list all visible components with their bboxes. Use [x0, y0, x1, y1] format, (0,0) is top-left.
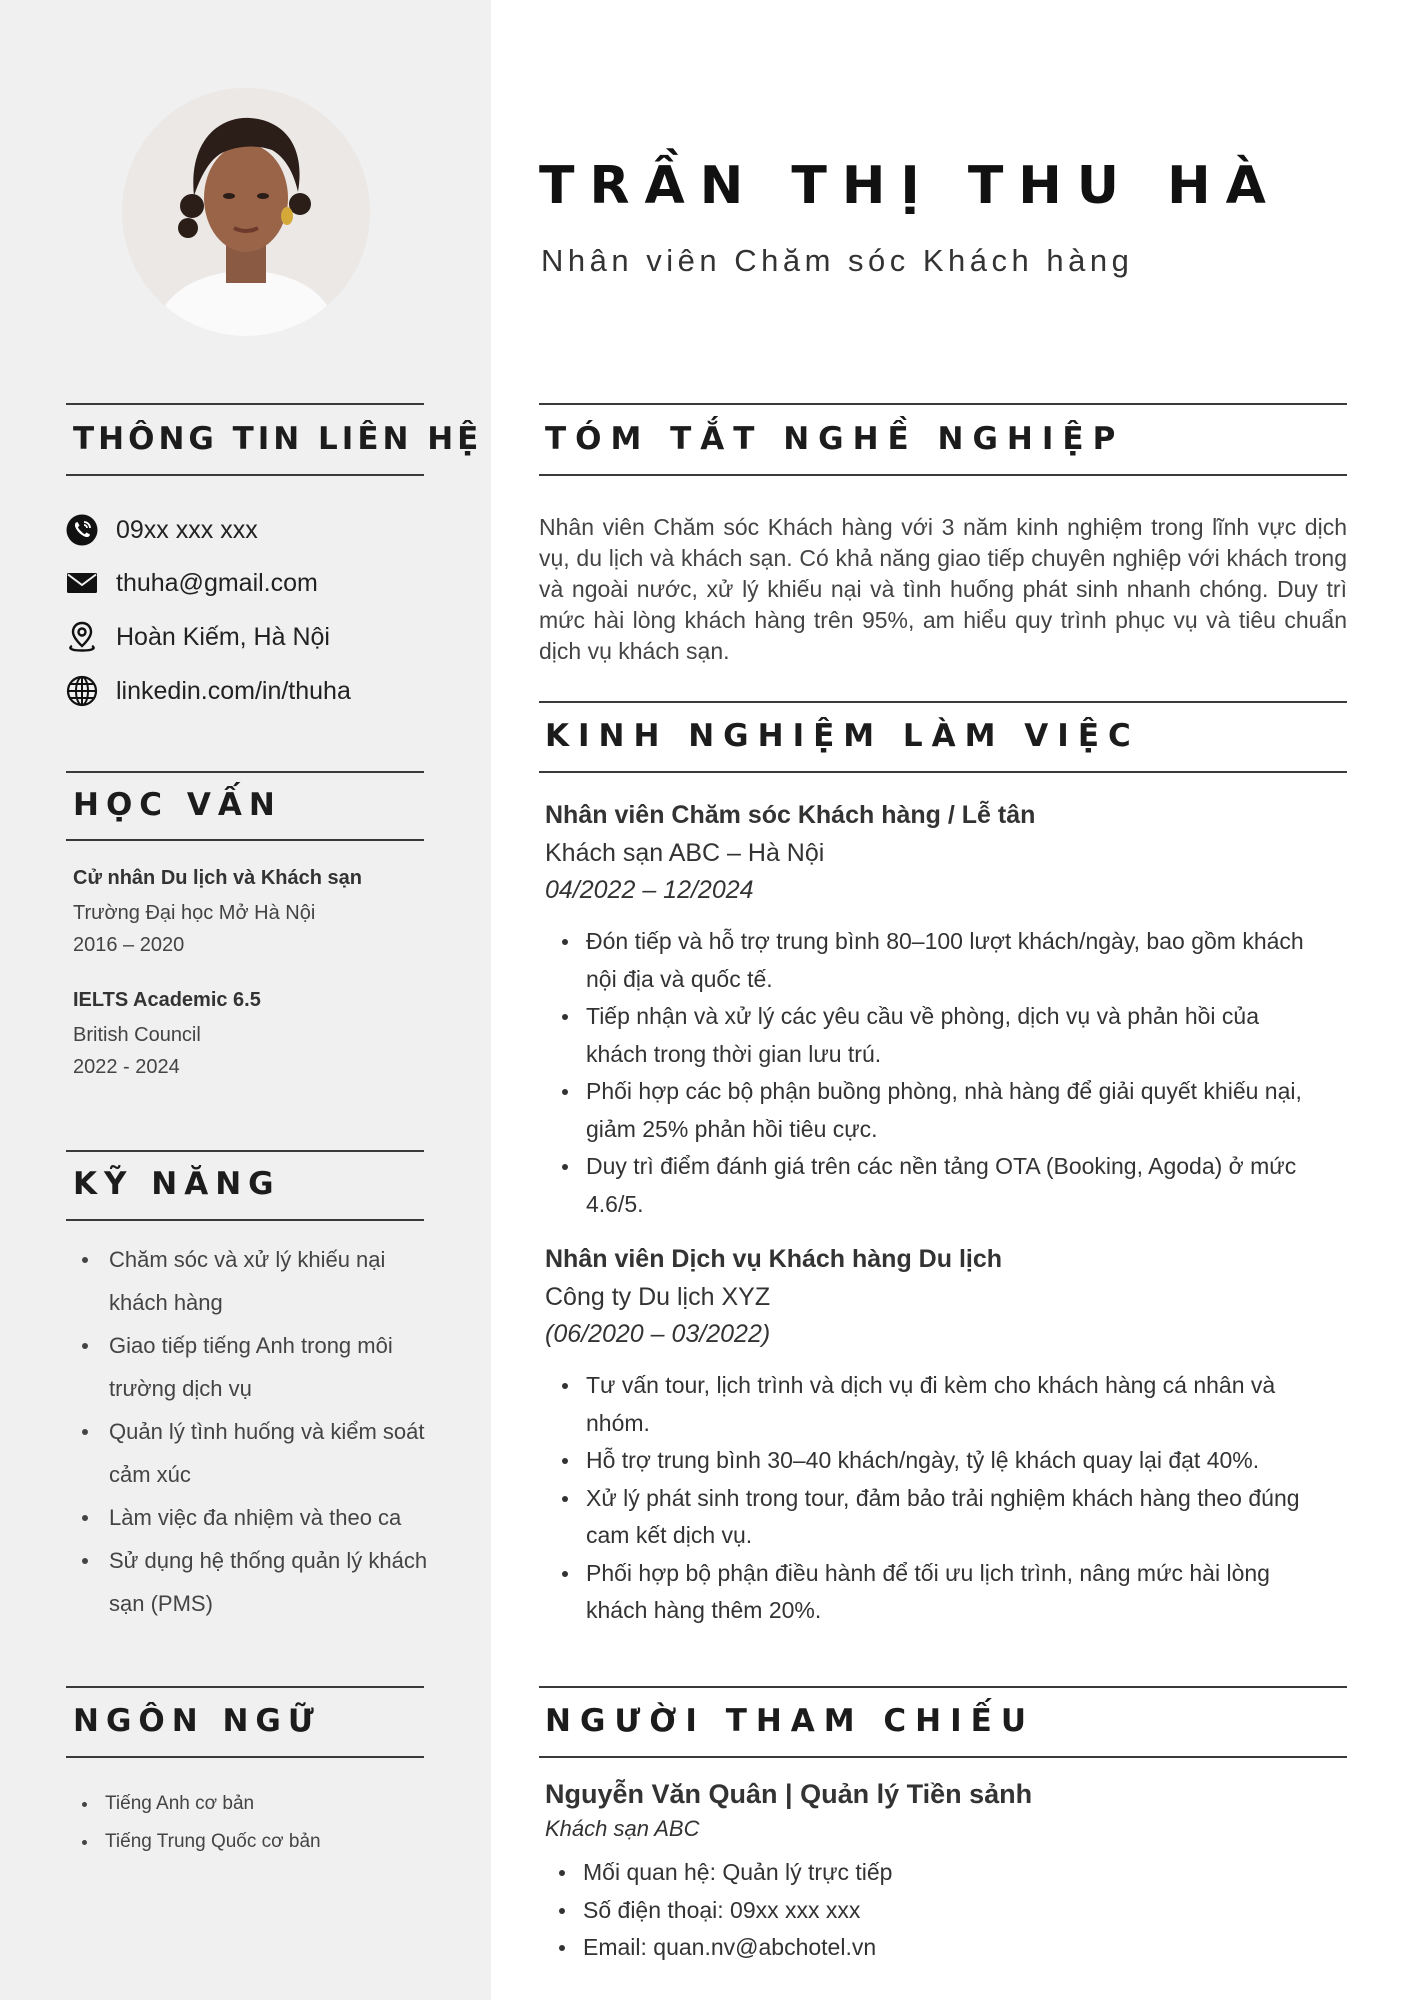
divider [539, 1756, 1347, 1758]
skill-item: Chăm sóc và xử lý khiếu nại khách hàng [73, 1238, 433, 1324]
contact-location: Hoàn Kiếm, Hà Nội [66, 617, 330, 657]
divider [539, 1686, 1347, 1688]
skills-list [73, 1238, 433, 1625]
job-bullet: Đón tiếp và hỗ trợ trung bình 80–100 lượt khách/ngày, bao gồm khách nội địa và quốc tế. [545, 923, 1325, 998]
candidate-name: TRẦN THỊ THU HÀ [539, 156, 1281, 216]
job-company: Khách sạn ABC – Hà Nội [545, 839, 825, 867]
job-company: Công ty Du lịch XYZ [545, 1283, 771, 1311]
languages-list [73, 1785, 321, 1861]
portrait-illustration [122, 88, 370, 336]
reference-detail: Email: quan.nv@abchotel.vn [545, 1929, 892, 1967]
education-heading: HỌC VẤN [73, 787, 282, 823]
contact-heading: THÔNG TIN LIÊN HỆ [73, 421, 483, 457]
summary-text: Nhân viên Chăm sóc Khách hàng với 3 năm kinh nghiệm trong lĩnh vực dịch vụ, du lịch và khách sạn. Có khả năng giao tiếp chuyên nghiệp với khách trong và ngoài nước, xử lý khiếu nại và tình huống phát sinh nhanh chóng. Duy trì mức hài lòng khách hàng trên 95%, am hiểu quy trình phục vụ và tiêu chuẩn dịch vụ khách sạn. [539, 514, 1347, 664]
education-item [73, 863, 362, 961]
skill-item: Giao tiếp tiếng Anh trong môi trường dịch vụ [73, 1324, 433, 1410]
contact-linkedin: linkedin.com/in/thuha [66, 671, 351, 711]
divider [539, 403, 1347, 405]
divider [66, 403, 424, 405]
summary-heading: TÓM TẮT NGHỀ NGHIỆP [545, 421, 1125, 457]
languages-heading: NGÔN NGỮ [73, 1703, 321, 1739]
school-name: Trường Đại học Mở Hà Nội [73, 902, 316, 924]
skill-item: Làm việc đa nhiệm và theo ca [73, 1496, 433, 1539]
job-bullet: Hỗ trợ trung bình 30–40 khách/ngày, tỷ lệ khách quay lại đạt 40%. [545, 1442, 1325, 1480]
profile-photo [122, 88, 370, 336]
divider [66, 771, 424, 773]
job-title: Nhân viên Chăm sóc Khách hàng / Lễ tân [545, 801, 1036, 829]
divider [66, 1756, 424, 1758]
experience-heading: KINH NGHIỆM LÀM VIỆC [545, 718, 1140, 754]
certificate-years: 2022 - 2024 [73, 1056, 180, 1078]
divider [66, 1219, 424, 1221]
reference-detail: Mối quan hệ: Quản lý trực tiếp [545, 1854, 892, 1892]
job-bullets [545, 1367, 1325, 1630]
degree-title: Cử nhân Du lịch và Khách sạn [73, 867, 362, 889]
skills-heading: KỸ NĂNG [73, 1166, 281, 1202]
job-bullets [545, 923, 1325, 1223]
divider [539, 771, 1347, 773]
certificate-title: IELTS Academic 6.5 [73, 989, 261, 1011]
reference-detail: Số điện thoại: 09xx xxx xxx [545, 1892, 892, 1930]
globe-icon [66, 675, 98, 707]
education-years: 2016 – 2020 [73, 934, 185, 956]
skill-item: Sử dụng hệ thống quản lý khách sạn (PMS) [73, 1539, 433, 1625]
skill-item: Quản lý tình huống và kiểm soát cảm xúc [73, 1410, 433, 1496]
language-item: Tiếng Anh cơ bản [73, 1785, 321, 1823]
job-bullet: Phối hợp các bộ phận buồng phòng, nhà hàng để giải quyết khiếu nại, giảm 25% phản hồi tiêu cực. [545, 1073, 1325, 1148]
reference-details [545, 1854, 892, 1967]
divider [539, 701, 1347, 703]
references-heading: NGƯỜI THAM CHIẾU [545, 1703, 1035, 1739]
job-bullet: Duy trì điểm đánh giá trên các nền tảng OTA (Booking, Agoda) ở mức 4.6/5. [545, 1148, 1325, 1223]
job-bullet: Tiếp nhận và xử lý các yêu cầu về phòng, dịch vụ và phản hồi của khách trong thời gian lưu trú. [545, 998, 1325, 1073]
language-item: Tiếng Trung Quốc cơ bản [73, 1823, 321, 1861]
job-title: Nhân viên Dịch vụ Khách hàng Du lịch [545, 1245, 1003, 1273]
reference-company: Khách sạn ABC [545, 1816, 700, 1841]
job-bullet: Tư vấn tour, lịch trình và dịch vụ đi kèm cho khách hàng cá nhân và nhóm. [545, 1367, 1325, 1442]
job-date: (06/2020 – 03/2022) [545, 1320, 771, 1348]
divider [66, 839, 424, 841]
contact-email: thuha@gmail.com [66, 563, 318, 603]
divider [66, 474, 424, 476]
candidate-title: Nhân viên Chăm sóc Khách hàng [541, 243, 1134, 278]
divider [66, 1686, 424, 1688]
phone-icon [66, 514, 98, 546]
certificate-org: British Council [73, 1024, 201, 1046]
job-bullet: Xử lý phát sinh trong tour, đảm bảo trải nghiệm khách hàng theo đúng cam kết dịch vụ. [545, 1480, 1325, 1555]
reference-name: Nguyễn Văn Quân | Quản lý Tiền sảnh [545, 1779, 1033, 1809]
education-item [73, 985, 261, 1083]
job-bullet: Phối hợp bộ phận điều hành để tối ưu lịch trình, nâng mức hài lòng khách hàng thêm 20%. [545, 1555, 1325, 1630]
location-icon [66, 621, 98, 653]
email-icon [66, 567, 98, 599]
contact-phone: 09xx xxx xxx [66, 510, 258, 550]
divider [539, 474, 1347, 476]
divider [66, 1150, 424, 1152]
job-date: 04/2022 – 12/2024 [545, 876, 754, 904]
